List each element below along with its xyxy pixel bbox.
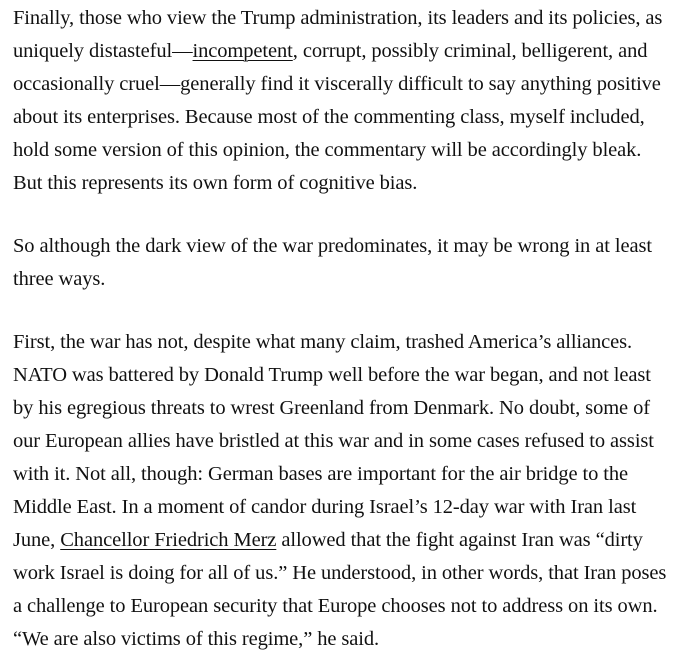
chancellor-merz-link[interactable]: Chancellor Friedrich Merz [60,529,277,551]
paragraph-3-text-start: First, the war has not, despite what many claim, trashed America’s alliances. NATO was battered by Donald Trump well before the war began, and not least by his egregious threats to wrest Greenland from Denmark. No doubt, some of our European allies have bristled at this war and in some cases refused to assist with it. Not all, though: German bases are important for the air bridge to the Middle East. In a moment of candor during Israel’s 12-day war with Iran last June, [13,331,654,551]
incompetent-link[interactable]: incompetent [192,40,293,62]
paragraph-1 [13,2,674,200]
paragraph-3-text-end: allowed that the fight against Iran was “dirty work Israel is doing for all of us.” He understood, in other words, that Iran poses a challenge to European security that Europe chooses not to address on its own. “We are also victims of this regime,” he said. [13,529,667,650]
paragraph-2: So although the dark view of the war predominates, it may be wrong in at least three ways. [13,235,652,290]
paragraph-1-text-start: Finally, those who view the Trump administration, its leaders and its policies, as uniquely distasteful— [13,7,663,62]
paragraph-1-text-end: , corrupt, possibly criminal, belligerent, and occasionally cruel—generally find it viscerally difficult to say anything positive about its enterprises. Because most of the commenting class, myself included, hold some version of this opinion, the commentary will be accordingly bleak. But this represents its own form of cognitive bias. [13,40,661,194]
paragraph-3 [13,326,674,656]
